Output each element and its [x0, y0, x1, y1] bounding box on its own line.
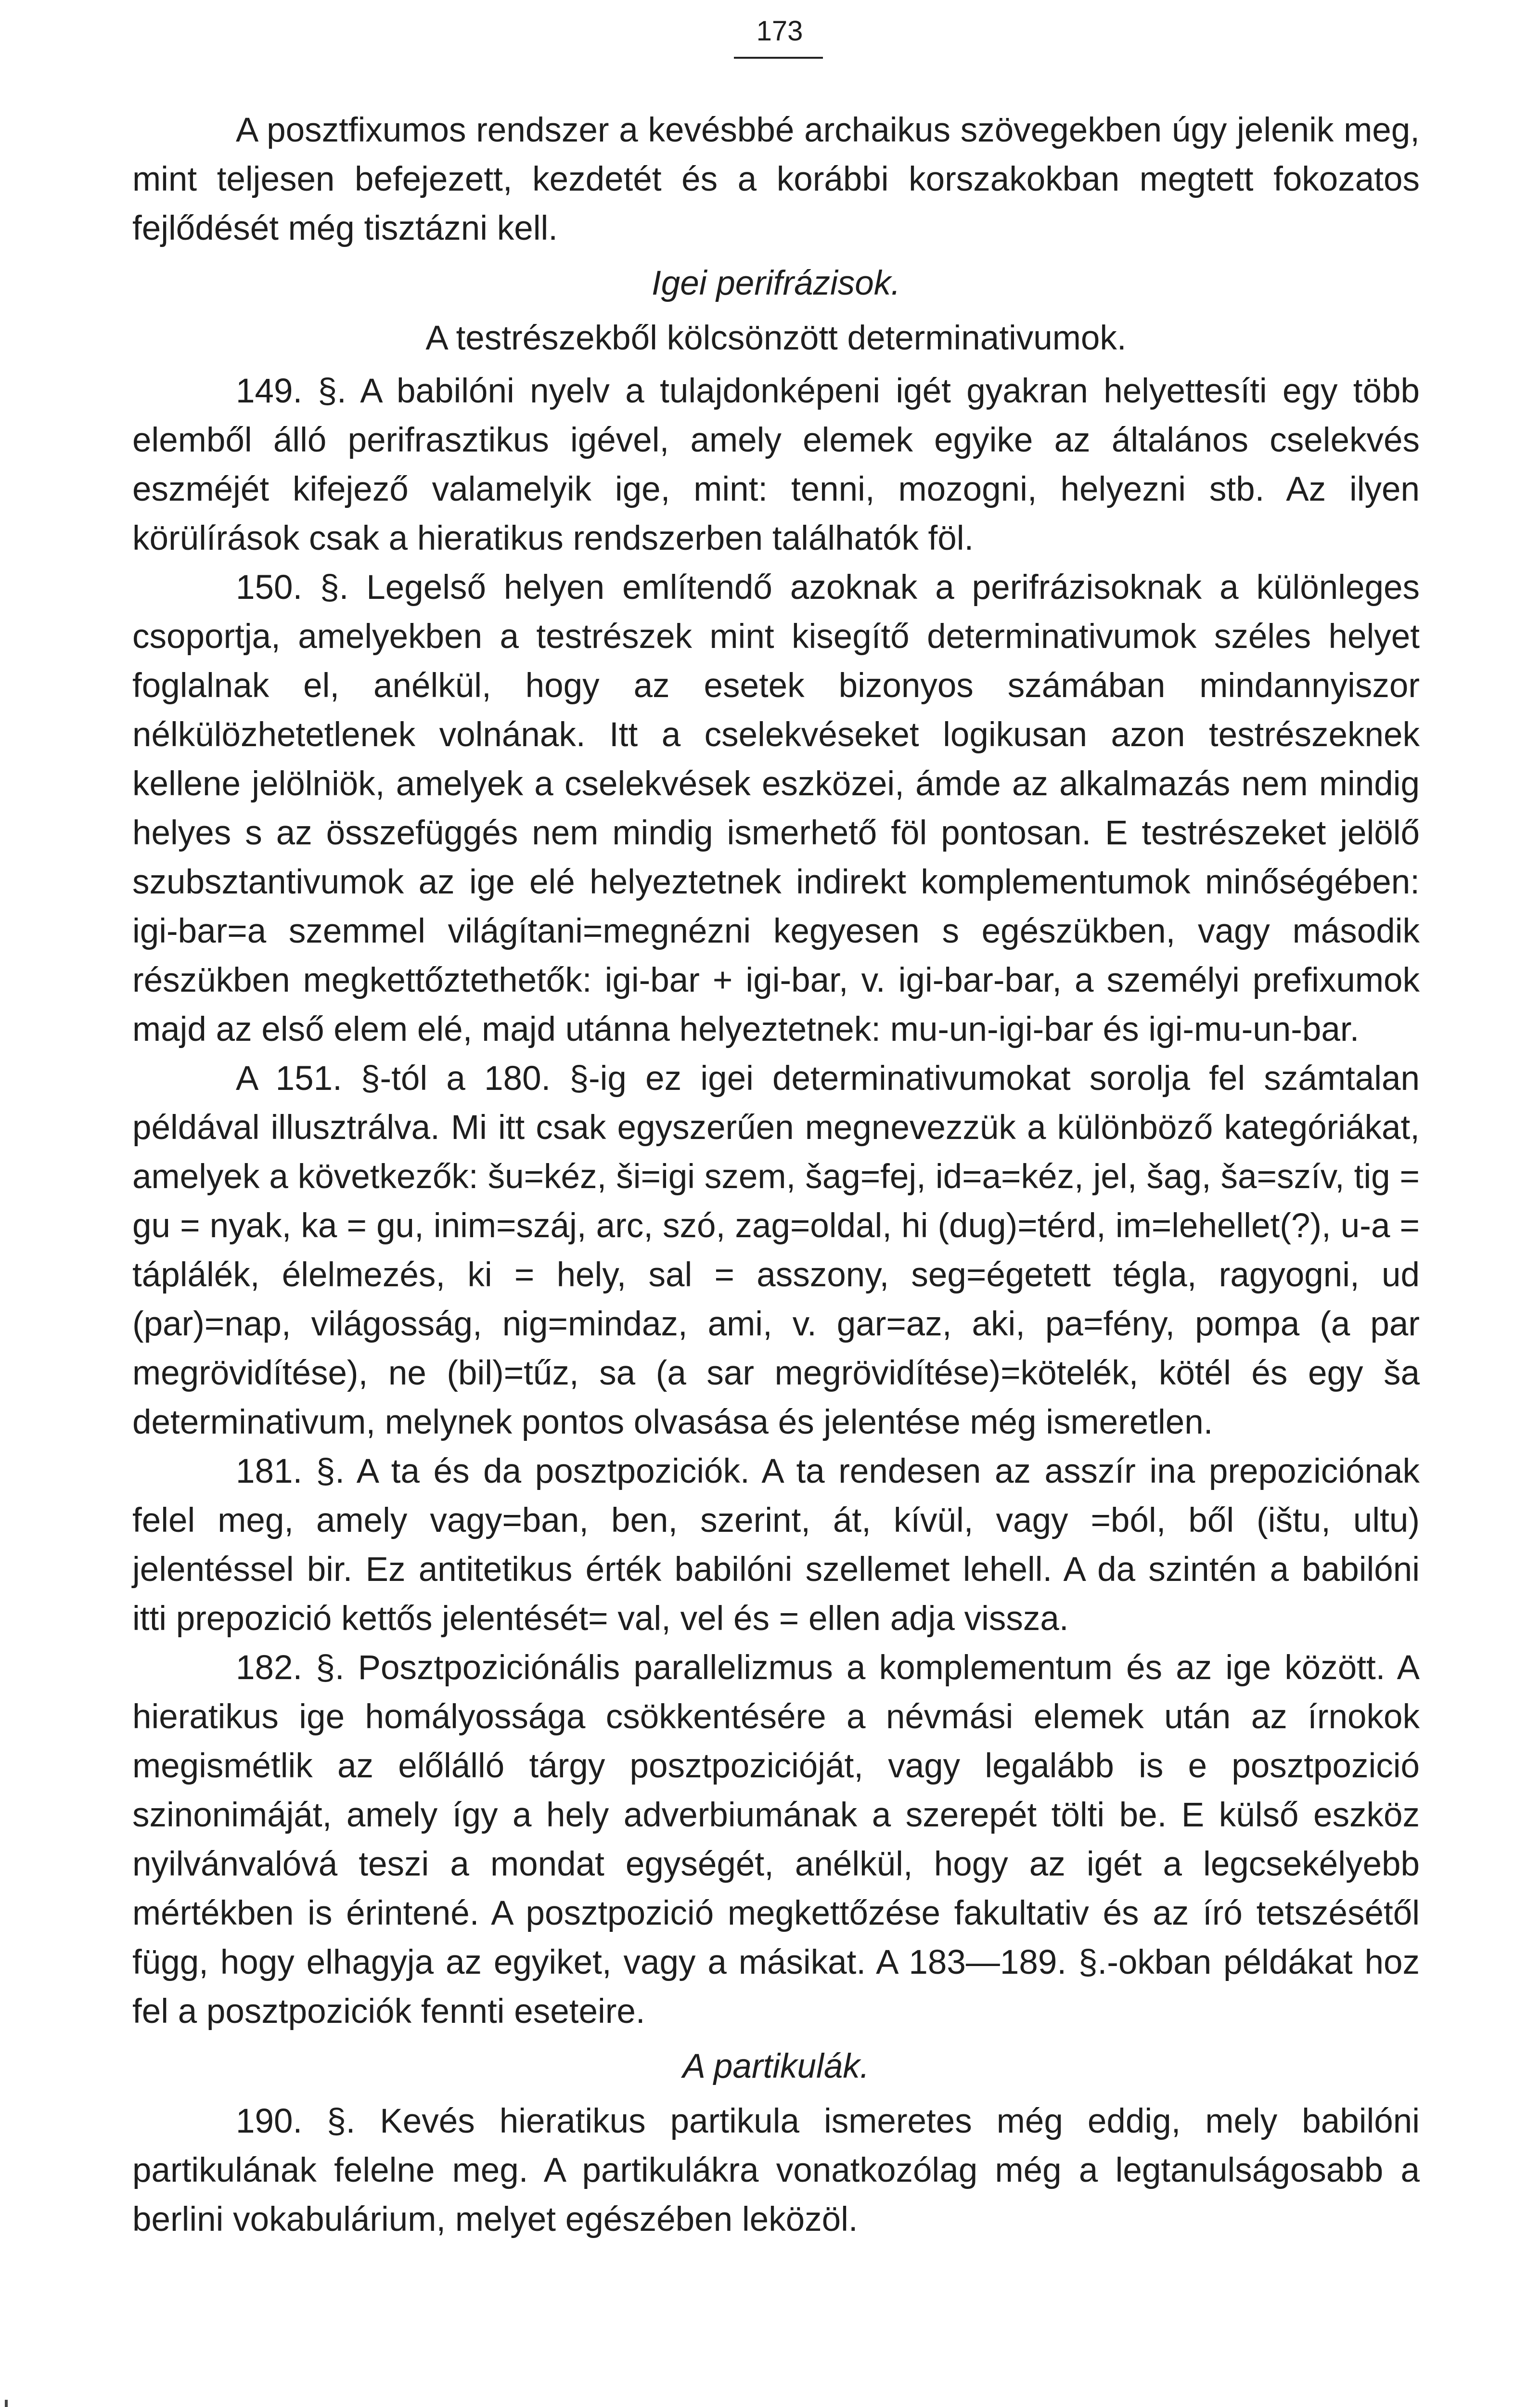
paragraph-181: 181. §. A ta és da posztpoziciók. A ta rendesen az asszír ina prepoziciónak felel meg, amely vagy=ban, ben, szerint, át, kívül, vagy =ból, ből (ištu, ultu) jelentéssel bir. Ez antitetikus érték babilóni szellemet lehell. A da szintén a babilóni itti prepozició kettős jelentését= val, vel és = ellen adja vissza. — [132, 1452, 1420, 1638]
page-number: 173 — [756, 15, 803, 47]
page-number-rule — [734, 57, 823, 59]
paragraph-intro: A posztfixumos rendszer a kevésbbé archaikus szövegekben úgy jelenik meg, mint teljesen befejezett, kezdetét és a korábbi korszakokban megtett fokozatos fejlődését még tisztázni kell. — [132, 111, 1420, 247]
body-text — [132, 106, 1420, 2244]
paragraph-151: A 151. §-tól a 180. §-ig ez igei determinativumokat sorolja fel számtalan példával illusztrálva. Mi itt csak egyszerűen megnevezzük a különböző kategóriákat, amelyek a következők: šu=kéz, ši=igi szem, šag=fej, id=a=kéz, jel, šag, ša=szív, tig = gu = nyak, ka = gu, inim=száj, arc, szó, zag=oldal, hi (dug)=térd, im=lehellet(?), u-a = táplálék, élelmezés, ki = hely, sal = asszony, seg=égetett tégla, ragyogni, ud (par)=nap, világosság, nig=mindaz, ami, v. gar=az, aki, pa=fény, pompa (a par megrövidítése), ne (bil)=tűz, sa (a sar megrövidítése)=kötelék, kötél és egy ša determinativum, melynek pontos olvasása és jelentése még ismeretlen. — [132, 1060, 1420, 1441]
paragraph-150: 150. §. Legelső helyen említendő azoknak a perifrázisoknak a különleges csoportja, amelyekben a testrészek mint kisegítő determinativumok széles helyet foglalnak el, anélkül, hogy az esetek bizonyos számában mindannyiszor nélkülözhetetlenek volnának. Itt a cselekvéseket logikusan azon testrészeknek kellene jelölniök, amelyek a cselekvések eszközei, ámde az alkalmazás nem mindig helyes s az összefüggés nem mindig ismerhető föl pontosan. E testrészeket jelölő szubsztantivumok az ige elé helyeztetnek indirekt komplementumok minőségében: igi-bar=a szemmel világítani=megnézni kegyesen s egészükben, vagy második részükben megkettőztethetők: igi-bar + igi-bar, v. igi-bar-bar, a személyi prefixumok majd az első elem elé, majd utánna helyeztetnek: mu-un-igi-bar és igi-mu-un-bar. — [132, 569, 1420, 1048]
heading-partikulak — [132, 2042, 1420, 2091]
heading-partikulak-text: A partikulák. — [682, 2047, 870, 2085]
heading-igei-perifrazisok — [132, 259, 1420, 308]
heading-testreszekbol: A testrészekből kölcsönzött determinativumok. — [425, 319, 1127, 357]
paragraph-190: 190. §. Kevés hieratikus partikula ismeretes még eddig, mely babilóni partikulának felelne meg. A partikulákra vonatkozólag még a legtanulságosabb a berlini vokabulárium, melyet egészében leközöl. — [132, 2102, 1420, 2239]
margin-mark — [5, 2400, 8, 2407]
paragraph-182: 182. §. Posztpoziciónális parallelizmus a komplementum és az ige között. A hieratikus ige homályossága csökkentésére a névmási elemek után az írnokok megismétlik az előlálló tárgy posztpozicióját, vagy legalább is e posztpozició szinonimáját, amely így a hely adverbiumának a szerepét tölti be. E külső eszköz nyilvánvalóvá teszi a mondat egységét, anélkül, hogy az igét a legcsekélyebb mértékben is érintené. A posztpozició megkettőzése fakultativ és az író tetszésétől függ, hogy elhagyja az egyiket, vagy a másikat. A 183—189. §.-okban példákat hoz fel a posztpoziciók fennti eseteire. — [132, 1649, 1420, 2031]
paragraph-149: 149. §. A babilóni nyelv a tulajdonképeni igét gyakran helyettesíti egy több elemből álló perifrasztikus igével, amely elemek egyike az általános cselekvés eszméjét kifejező valamelyik ige, mint: tenni, mozogni, helyezni stb. Az ilyen körülírások csak a hieratikus rendszerben találhatók föl. — [132, 372, 1420, 557]
heading-igei-text: Igei perifrázisok. — [652, 264, 900, 302]
